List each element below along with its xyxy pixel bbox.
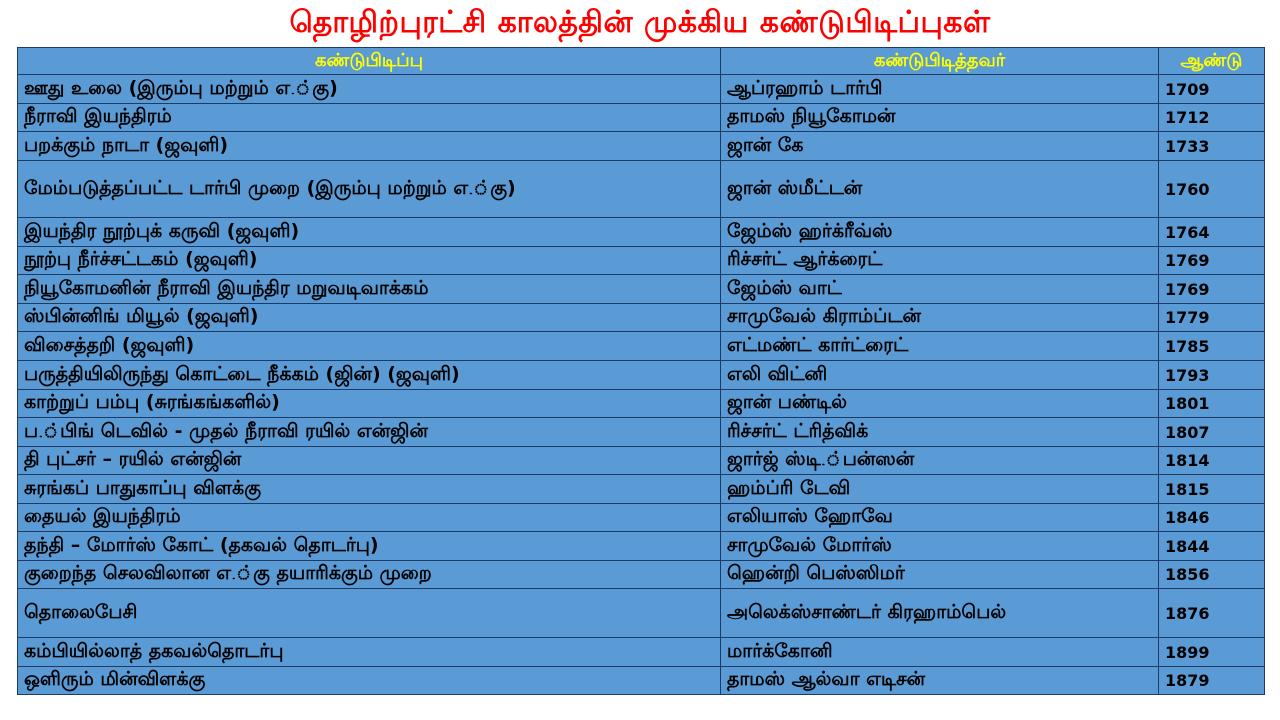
cell-inventor: ஜேம்ஸ் ஹர்க்ரீவ்ஸ் bbox=[721, 218, 1159, 247]
cell-year: 1844 bbox=[1159, 532, 1265, 561]
table-row bbox=[18, 218, 1265, 247]
cell-invention: நியூகோமனின் நீராவி இயந்திர மறுவடிவாக்கம் bbox=[18, 275, 721, 304]
cell-inventor: எலி விட்னி bbox=[721, 361, 1159, 390]
cell-year: 1779 bbox=[1159, 304, 1265, 332]
table-row bbox=[18, 561, 1265, 589]
header-year: ஆண்டு bbox=[1159, 48, 1265, 75]
table-row bbox=[18, 104, 1265, 132]
table-row bbox=[18, 75, 1265, 104]
cell-year: 1785 bbox=[1159, 332, 1265, 361]
cell-year: 1712 bbox=[1159, 104, 1265, 132]
cell-invention: தையல் இயந்திரம் bbox=[18, 504, 721, 532]
cell-invention: பறக்கும் நாடா (ஜவுளி) bbox=[18, 132, 721, 161]
cell-invention: நீராவி இயந்திரம் bbox=[18, 104, 721, 132]
cell-invention: நூற்பு நீர்ச்சட்டகம் (ஜவுளி) bbox=[18, 247, 721, 275]
cell-inventor: ஜான் ஸ்மீட்டன் bbox=[721, 161, 1159, 218]
table-row bbox=[18, 475, 1265, 504]
table-row bbox=[18, 589, 1265, 638]
table-row bbox=[18, 361, 1265, 390]
table-row bbox=[18, 161, 1265, 218]
cell-year: 1801 bbox=[1159, 390, 1265, 418]
cell-inventor: சாமுவேல் கிராம்ப்டன் bbox=[721, 304, 1159, 332]
cell-year: 1760 bbox=[1159, 161, 1265, 218]
table-row bbox=[18, 132, 1265, 161]
cell-inventor: ஜார்ஜ் ஸ்டி.்பன்ஸன் bbox=[721, 447, 1159, 475]
cell-invention: சுரங்கப் பாதுகாப்பு விளக்கு bbox=[18, 475, 721, 504]
cell-inventor: எலியாஸ் ஹோவே bbox=[721, 504, 1159, 532]
inventions-table bbox=[17, 47, 1265, 695]
cell-invention: ப.்பிங் டெவில் - முதல் நீராவி ரயில் என்ஜின் bbox=[18, 418, 721, 447]
cell-inventor: தாமஸ் ஆல்வா எடிசன் bbox=[721, 667, 1159, 695]
cell-invention: தந்தி – மோர்ஸ் கோட் (தகவல் தொடர்பு) bbox=[18, 532, 721, 561]
table-row bbox=[18, 390, 1265, 418]
cell-invention: தொலைபேசி bbox=[18, 589, 721, 638]
cell-invention: ஒளிரும் மின்விளக்கு bbox=[18, 667, 721, 695]
cell-year: 1899 bbox=[1159, 638, 1265, 667]
cell-invention: பருத்தியிலிருந்து கொட்டை நீக்கம் (ஜின்) (ஜவுளி) bbox=[18, 361, 721, 390]
cell-invention: குறைந்த செலவிலான எ.்கு தயாரிக்கும் முறை bbox=[18, 561, 721, 589]
cell-year: 1856 bbox=[1159, 561, 1265, 589]
table-row bbox=[18, 638, 1265, 667]
cell-inventor: சாமுவேல் மோர்ஸ் bbox=[721, 532, 1159, 561]
cell-inventor: ஜேம்ஸ் வாட் bbox=[721, 275, 1159, 304]
cell-inventor: ஹம்ப்ரி டேவி bbox=[721, 475, 1159, 504]
cell-inventor: அலெக்ஸ்சாண்டர் கிரஹாம்பெல் bbox=[721, 589, 1159, 638]
cell-year: 1793 bbox=[1159, 361, 1265, 390]
table-row bbox=[18, 504, 1265, 532]
cell-inventor: மார்க்கோனி bbox=[721, 638, 1159, 667]
cell-inventor: ஆப்ரஹாம் டார்பி bbox=[721, 75, 1159, 104]
cell-year: 1764 bbox=[1159, 218, 1265, 247]
table-row bbox=[18, 247, 1265, 275]
cell-inventor: தாமஸ் நியூகோமன் bbox=[721, 104, 1159, 132]
cell-inventor: ஜான் பண்டில் bbox=[721, 390, 1159, 418]
table-row bbox=[18, 332, 1265, 361]
cell-invention: ஊது உலை (இரும்பு மற்றும் எ.்கு) bbox=[18, 75, 721, 104]
cell-year: 1814 bbox=[1159, 447, 1265, 475]
page-title: தொழிற்புரட்சி காலத்தின் முக்கிய கண்டுபிடிப்புகள் bbox=[289, 5, 991, 40]
cell-invention: காற்றுப் பம்பு (சுரங்கங்களில்) bbox=[18, 390, 721, 418]
cell-year: 1879 bbox=[1159, 667, 1265, 695]
table-row bbox=[18, 418, 1265, 447]
cell-year: 1709 bbox=[1159, 75, 1265, 104]
header-invention: கண்டுபிடிப்பு bbox=[18, 48, 721, 75]
cell-year: 1846 bbox=[1159, 504, 1265, 532]
cell-year: 1807 bbox=[1159, 418, 1265, 447]
cell-year: 1815 bbox=[1159, 475, 1265, 504]
table-row bbox=[18, 275, 1265, 304]
cell-inventor: ரிச்சர்ட் ட்ரித்விக் bbox=[721, 418, 1159, 447]
cell-invention: ஸ்பின்னிங் மியூல் (ஜவுளி) bbox=[18, 304, 721, 332]
header-inventor: கண்டுபிடித்தவர் bbox=[721, 48, 1159, 75]
cell-inventor: ஹென்றி பெஸ்ஸிமர் bbox=[721, 561, 1159, 589]
table-row bbox=[18, 667, 1265, 695]
table-row bbox=[18, 447, 1265, 475]
cell-year: 1769 bbox=[1159, 275, 1265, 304]
cell-inventor: ரிச்சர்ட் ஆர்க்ரைட் bbox=[721, 247, 1159, 275]
cell-year: 1769 bbox=[1159, 247, 1265, 275]
table-row bbox=[18, 304, 1265, 332]
table-header-row bbox=[18, 48, 1265, 75]
cell-inventor: ஜான் கே bbox=[721, 132, 1159, 161]
cell-invention: கம்பியில்லாத் தகவல்தொடர்பு bbox=[18, 638, 721, 667]
cell-year: 1876 bbox=[1159, 589, 1265, 638]
cell-invention: விசைத்தறி (ஜவுளி) bbox=[18, 332, 721, 361]
cell-invention: தி புட்சர் – ரயில் என்ஜின் bbox=[18, 447, 721, 475]
cell-inventor: எட்மண்ட் கார்ட்ரைட் bbox=[721, 332, 1159, 361]
cell-invention: மேம்படுத்தப்பட்ட டார்பி முறை (இரும்பு மற்றும் எ.்கு) bbox=[18, 161, 721, 218]
cell-invention: இயந்திர நூற்புக் கருவி (ஜவுளி) bbox=[18, 218, 721, 247]
cell-year: 1733 bbox=[1159, 132, 1265, 161]
table-row bbox=[18, 532, 1265, 561]
